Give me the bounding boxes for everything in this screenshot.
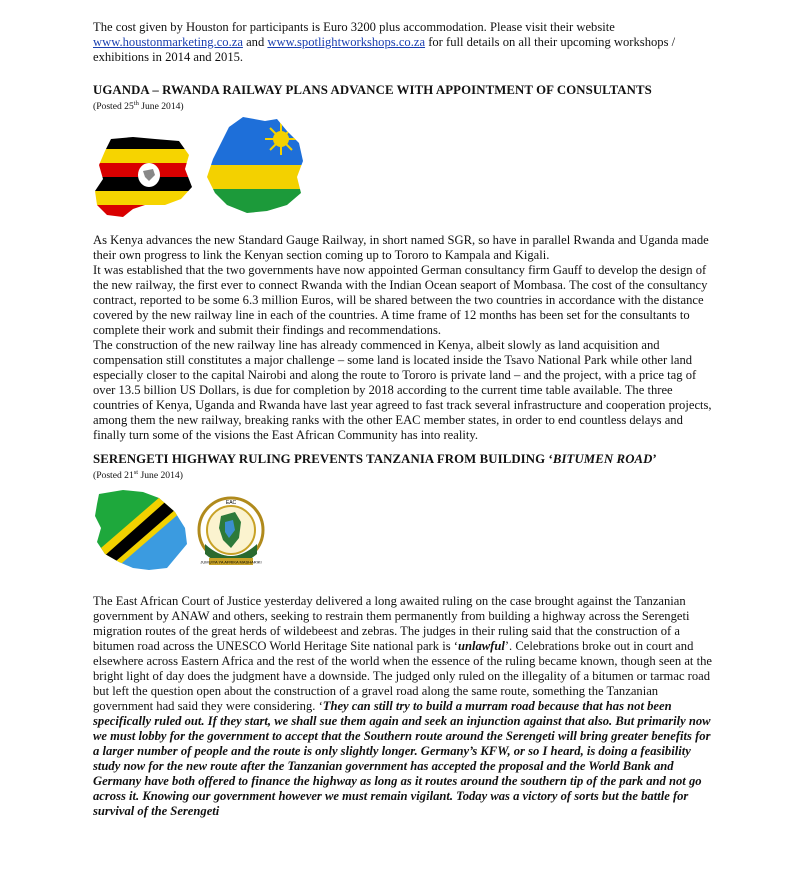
- article1-images: [93, 113, 713, 223]
- spotlight-link[interactable]: www.spotlightworkshops.co.za: [267, 35, 426, 49]
- quote-emphasis: They can still try to build a murram road because that has not been specifically ruled out. If they start, we shall sue them again and seek an injunction against that also. But primarily now we must lobby for the government to accept that the Southern route around the Serengeti will bring greater benefits for a larger number of people and the route is only slightly longer. Germany’s KFW, or so I heard, is doing a feasibility study now for the new route after the Tanzanian government has accepted the proposal and the World Bank and Germany have both offered to finance the highway as long as it routes around the southern tip of the park and not go across it. Knowing our government however we must remain vigilant. Today was a victory of sorts but the battle for survival of the Serengeti: [93, 699, 711, 819]
- intro-paragraph: [93, 20, 713, 65]
- article2-posted: (Posted 21st June 2014): [93, 469, 183, 482]
- eac-emblem-icon: [191, 492, 271, 572]
- houston-link[interactable]: www.houstonmarketing.co.za: [93, 35, 243, 49]
- intro-post: for full details on all their upcoming workshops / exhibitions in 2014 and 2015.: [93, 35, 676, 64]
- article1-title: UGANDA – RWANDA RAILWAY PLANS ADVANCE WITH APPOINTMENT OF CONSULTANTS: [93, 83, 652, 97]
- rwanda-flag-map-icon: [203, 113, 307, 215]
- emblem-top-text: EAC: [225, 500, 237, 507]
- tanzania-flag-map-icon: [93, 488, 189, 572]
- intro-text: The cost given by Houston for participants is Euro 3200 plus accommodation. Please visit their website: [93, 20, 615, 34]
- document-page: [93, 20, 713, 819]
- article2-images: [93, 482, 713, 582]
- uganda-flag-map-icon: [93, 135, 193, 220]
- emblem-ribbon-text: JUMUIYA YA AFRIKA MASHARIKI: [200, 559, 262, 565]
- article1-posted: (Posted 25th June 2014): [93, 100, 184, 113]
- article2-title: SERENGETI HIGHWAY RULING PREVENTS TANZANIA FROM BUILDING ‘BITUMEN ROAD’: [93, 452, 657, 467]
- intro-and: and: [242, 35, 268, 49]
- unlawful-emphasis: unlawful: [457, 639, 505, 654]
- article1-body: As Kenya advances the new Standard Gauge Railway, in short named SGR, so have in parallel Rwanda and Uganda made their own progress to link the Kenyan section coming up to Tororo to Kampala and Kigali. It was established that the two governments have now appointed German consultancy firm Gauff to develop the design of the new railway, the first ever to connect Rwanda with the Indian Ocean seaport of Mombasa. The cost of the consultancy contract, reported to be some 6.3 million Euros, will be shared between the two countries in accordance with the distance covered by the new railway line in each of the countries. A time frame of 12 months has been set for the consultants to complete their work and submit their findings and recommendations. The construction of the new railway line has already commenced in Kenya, albeit slowly as land acquisition and compensation still constitutes a major challenge – some land is located inside the Tsavo National Park while other land especially closer to the capital Nairobi and along the route to Tororo is private land – and the project, with a price tag of over 13.5 billion US Dollars, is due for completion by 2018 according to the current time table available. The three countries of Kenya, Uganda and Rwanda have last year agreed to fast track several infrastructure and cooperation projects, among them the new railway, breaking ranks with the other EAC member states, in order to end countless delays and finally turn some of the visions the East African Community has into reality.: [93, 233, 712, 443]
- article2-body: The East African Court of Justice yesterday delivered a long awaited ruling on the case brought against the Tanzanian government by ANAW and others, seeking to restrain them permanently from building a highway across the Serengeti migration routes of the great herds of wildebeest and zebras. The judges in their ruling said that the construction of a bitumen road across the UNESCO World Heritage Site national park is ‘unlawful’. Celebrations broke out in court and elsewhere across Eastern Africa and the rest of the world when the essence of the ruling became known, though seen at the bright light of day does the judgment have a downside. The judged only ruled on the illegality of a bitumen or tarmac road but left the question open about the construction of a gravel road along the same route, something the Tanzanian government had said they were considering. ‘They can still try to build a murram road because that has not been specifically ruled out. If they start, we shall sue them again and seek an injunction against that also. But primarily now we must lobby for the government to accept that the Southern route around the Serengeti will bring greater benefits for a larger number of people and the route is only slightly longer. Germany’s KFW, or so I heard, is doing a feasibility study now for the new route after the Tanzanian government has accepted the proposal and the World Bank and Germany have both offered to finance the highway as long as it routes around the southern tip of the park and not go across it. Knowing our government however we must remain vigilant. Today was a victory of sorts but the battle for survival of the Serengeti: [93, 594, 712, 819]
